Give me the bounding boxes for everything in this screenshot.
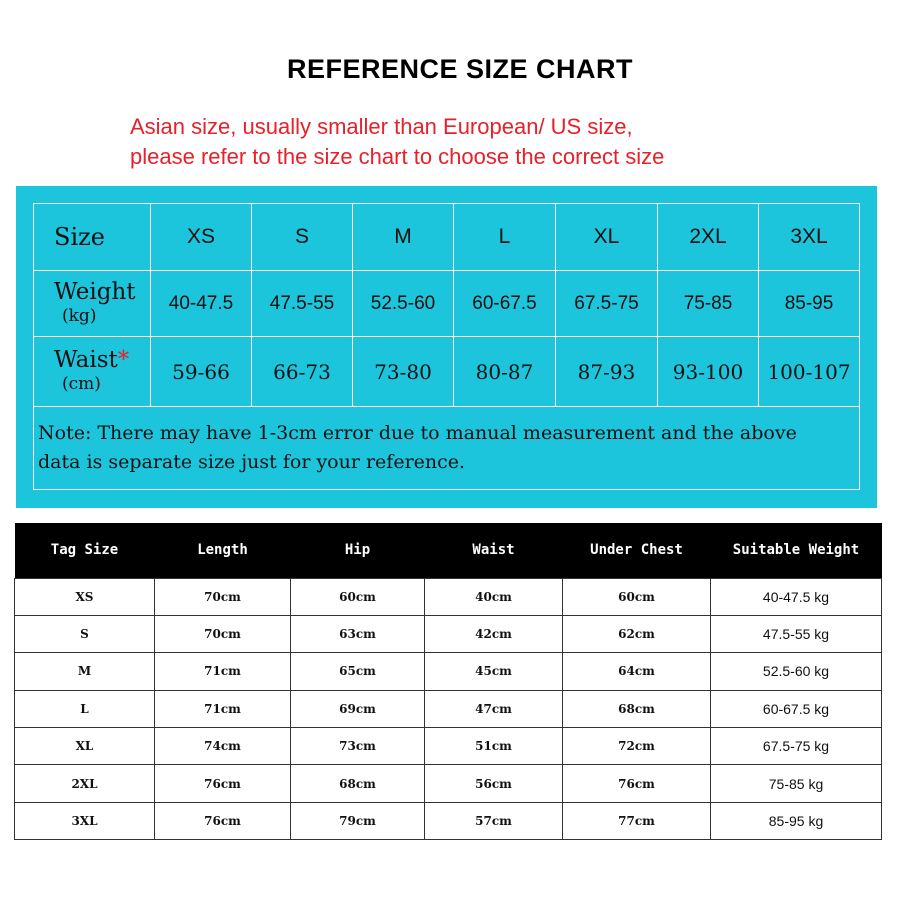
size-cell: M [353, 204, 454, 271]
table-cell: 47cm [425, 690, 563, 727]
waist-cell: 73-80 [353, 337, 454, 407]
waist-cell: 59-66 [151, 337, 252, 407]
table-cell: 45cm [425, 653, 563, 690]
table-cell: 69cm [291, 690, 425, 727]
column-header: Length [155, 523, 291, 578]
weight-label-cell [34, 271, 151, 337]
table-cell: 62cm [563, 615, 711, 652]
table-cell: 52.5-60 kg [711, 653, 882, 690]
table-cell: 67.5-75 kg [711, 728, 882, 765]
table-cell: 57cm [425, 802, 563, 839]
table-cell: XL [15, 728, 155, 765]
table-cell: 68cm [291, 765, 425, 802]
measurement-note [34, 407, 860, 490]
size-row [34, 204, 860, 271]
waist-label: Waist [54, 346, 118, 373]
table-cell: 60cm [563, 578, 711, 615]
size-cell: 2XL [658, 204, 759, 271]
table-cell: 73cm [291, 728, 425, 765]
size-cell: S [252, 204, 353, 271]
waist-asterisk: * [117, 346, 130, 373]
table-cell: 51cm [425, 728, 563, 765]
waist-cell: 100-107 [759, 337, 860, 407]
size-cell: XS [151, 204, 252, 271]
waist-cell: 80-87 [454, 337, 556, 407]
weight-cell: 40-47.5 [151, 271, 252, 337]
weight-unit: (kg) [62, 305, 97, 326]
table-cell: 56cm [425, 765, 563, 802]
column-header: Tag Size [15, 523, 155, 578]
table-cell: 70cm [155, 615, 291, 652]
table-row [15, 615, 882, 652]
waist-cell: 87-93 [556, 337, 658, 407]
table-row [15, 728, 882, 765]
column-header: Under Chest [563, 523, 711, 578]
waist-cell: 66-73 [252, 337, 353, 407]
table-cell: 72cm [563, 728, 711, 765]
table-cell: S [15, 615, 155, 652]
table-cell: 60cm [291, 578, 425, 615]
table-cell: 71cm [155, 690, 291, 727]
waist-row [34, 337, 860, 407]
table-cell: 71cm [155, 653, 291, 690]
waist-unit: (cm) [62, 373, 101, 394]
waist-label-cell [34, 337, 151, 407]
table-cell: 68cm [563, 690, 711, 727]
table-cell: 76cm [563, 765, 711, 802]
note-line-2: data is separate size just for your reference. [38, 451, 466, 473]
table-row [15, 690, 882, 727]
table-row [15, 578, 882, 615]
table-row [15, 802, 882, 839]
table-header-row [15, 523, 882, 578]
tag-size-table [14, 523, 882, 840]
weight-cell: 47.5-55 [252, 271, 353, 337]
size-label: Size [34, 204, 151, 271]
column-header: Hip [291, 523, 425, 578]
table-cell: 70cm [155, 578, 291, 615]
waist-cell: 93-100 [658, 337, 759, 407]
table-cell: 63cm [291, 615, 425, 652]
column-header: Suitable Weight [711, 523, 882, 578]
table-cell: 76cm [155, 802, 291, 839]
table-cell: 47.5-55 kg [711, 615, 882, 652]
table-cell: 85-95 kg [711, 802, 882, 839]
notice-line-2: please refer to the size chart to choose the correct size [130, 144, 665, 169]
asian-size-panel [16, 186, 877, 508]
table-cell: 2XL [15, 765, 155, 802]
asian-size-table [33, 203, 860, 490]
size-notice [130, 112, 830, 172]
table-cell: 3XL [15, 802, 155, 839]
table-cell: 40-47.5 kg [711, 578, 882, 615]
table-cell: 65cm [291, 653, 425, 690]
table-row [15, 653, 882, 690]
column-header: Waist [425, 523, 563, 578]
table-cell: 74cm [155, 728, 291, 765]
table-cell: XS [15, 578, 155, 615]
size-cell: L [454, 204, 556, 271]
waist-label-line [54, 348, 150, 372]
page-title: REFERENCE SIZE CHART [286, 54, 634, 84]
table-cell: 64cm [563, 653, 711, 690]
weight-cell: 52.5-60 [353, 271, 454, 337]
notice-line-1: Asian size, usually smaller than European/ US size, [130, 114, 633, 139]
table-cell: 42cm [425, 615, 563, 652]
weight-cell: 75-85 [658, 271, 759, 337]
table-row [15, 765, 882, 802]
weight-cell: 85-95 [759, 271, 860, 337]
weight-row [34, 271, 860, 337]
table-cell: 76cm [155, 765, 291, 802]
table-cell: M [15, 653, 155, 690]
table-cell: 75-85 kg [711, 765, 882, 802]
weight-cell: 60-67.5 [454, 271, 556, 337]
table-cell: 40cm [425, 578, 563, 615]
weight-cell: 67.5-75 [556, 271, 658, 337]
size-cell: 3XL [759, 204, 860, 271]
table-cell: L [15, 690, 155, 727]
note-row [34, 407, 860, 490]
table-cell: 60-67.5 kg [711, 690, 882, 727]
note-line-1: Note: There may have 1-3cm error due to manual measurement and the above [38, 422, 797, 444]
weight-label: Weight [54, 278, 136, 305]
size-cell: XL [556, 204, 658, 271]
table-cell: 79cm [291, 802, 425, 839]
table-cell: 77cm [563, 802, 711, 839]
